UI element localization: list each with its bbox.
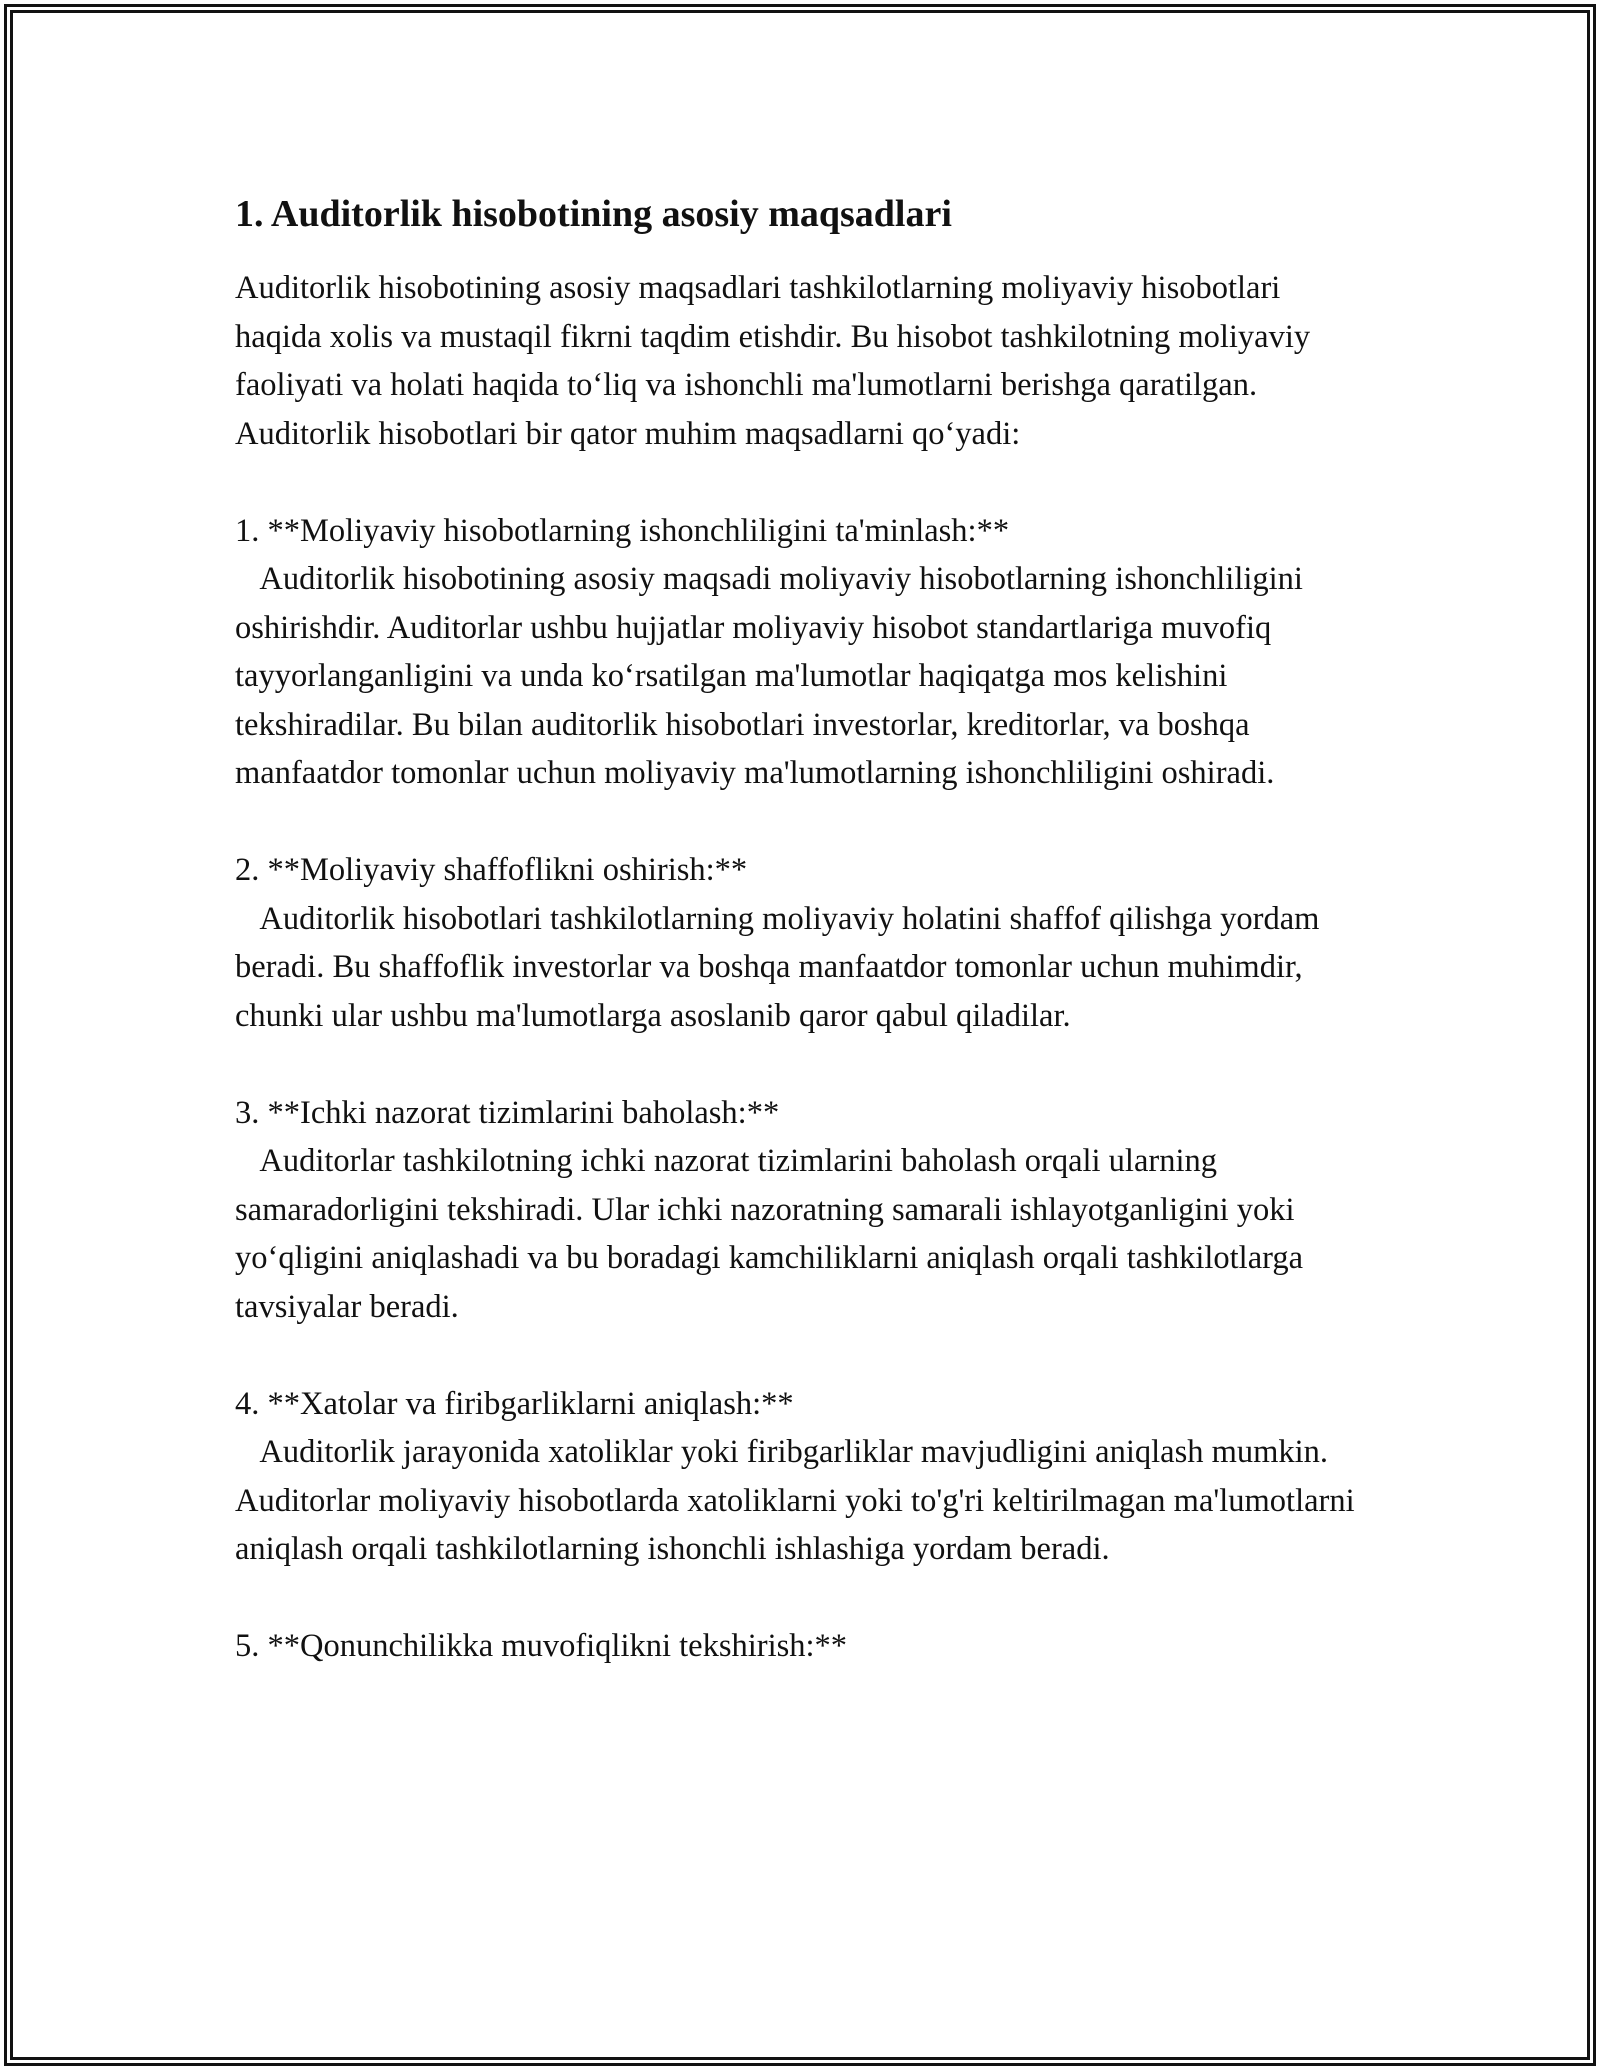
intro-paragraph: Auditorlik hisobotining asosiy maqsadlari tashkilotlarning moliyaviy hisobotlari haqida xolis va mustaqil fikrni taqdim etishdir. Bu hisobot tashkilotning moliyaviy faoliyati va holati haqida to‘liq va ishonchli ma'lumotlarni berishga qaratilgan. Auditorlik hisobotlari bir qator muhim maqsadlarni qo‘yadi:: [235, 270, 1311, 452]
list-item-heading: 4. **Xatolar va firibgarliklarni aniqlash:**: [235, 1385, 794, 1422]
list-item: [235, 846, 1375, 1040]
list-item-heading: 5. **Qonunchilikka muvofiqlikni tekshirish:**: [235, 1628, 848, 1664]
list-item-body: Auditorlik hisobotining asosiy maqsadi moliyaviy hisobotlarning ishonchliligini oshirishdir. Auditorlar ushbu hujjatlar moliyaviy hisobot standartlariga muvofiq tayyorlanganligini va unda ko‘rsatilgan ma'lumotlar haqiqatga mos kelishini tekshiradilar. Bu bilan auditorlik hisobotlari investorlar, kreditorlar, va boshqa manfaatdor tomonlar uchun moliyaviy ma'lumotlarning ishonchliligini oshiradi.: [235, 561, 1312, 791]
list-item: [235, 1380, 1375, 1574]
list-item-body: Auditorlik hisobotlari tashkilotlarning moliyaviy holatini shaffof qilishga yordam beradi. Bu shaffoflik investorlar va boshqa manfaatdor tomonlar uchun muhimdir, chunki ular ushbu ma'lumotlarga asoslanib qaror qabul qiladilar.: [235, 900, 1328, 1034]
list-item-heading: 1. **Moliyaviy hisobotlarning ishonchliligini ta'minlash:**: [235, 512, 1010, 549]
list-item-body: Auditorlik jarayonida xatoliklar yoki firibgarliklar mavjudligini aniqlash mumkin. Auditorlar moliyaviy hisobotlarda xatoliklarni yoki to'g'ri keltirilmagan ma'lumotlarni aniqlash orqali tashkilotlarning ishonchli ishlashiga yordam beradi.: [235, 1434, 1363, 1567]
document-body: [235, 188, 1375, 1671]
list-item-heading: 2. **Moliyaviy shaffoflikni oshirish:**: [235, 852, 748, 888]
list-item: [235, 1089, 1375, 1332]
list-item-body: Auditorlar tashkilotning ichki nazorat tizimlarini baholash orqali ularning samaradorligini tekshiradi. Ular ichki nazoratning samarali ishlayotganligini yoki yo‘qligini aniqlashadi va bu boradagi kamchiliklarni aniqlash orqali tashkilotlarga tavsiyalar beradi.: [235, 1143, 1312, 1325]
list-item: [235, 1622, 1375, 1671]
document-title: 1. Auditorlik hisobotining asosiy maqsadlari: [235, 193, 952, 235]
list-item-heading: 3. **Ichki nazorat tizimlarini baholash:**: [235, 1094, 780, 1131]
list-item: [235, 507, 1375, 798]
